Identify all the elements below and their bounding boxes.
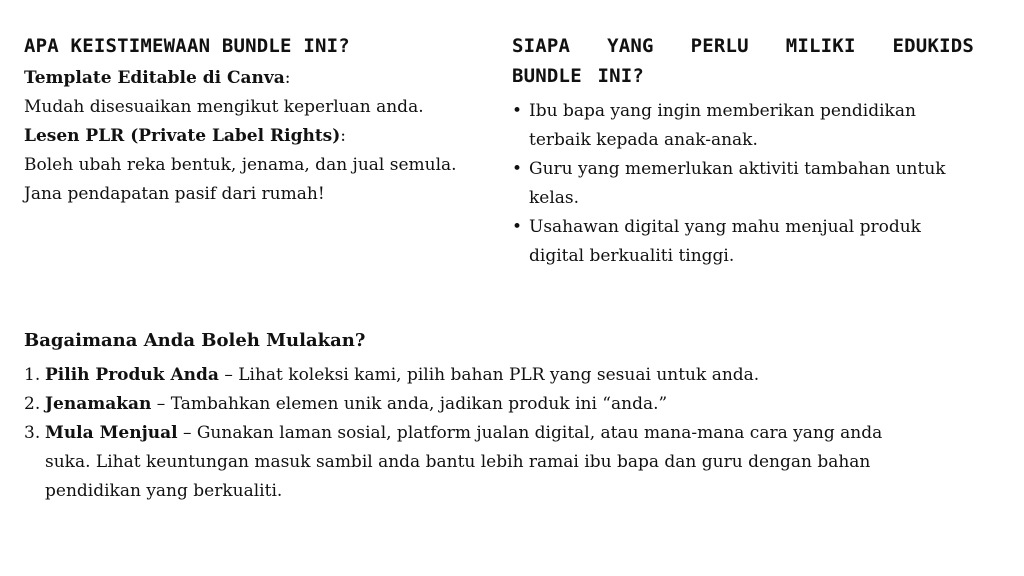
step-text: – Tambahkan elemen unik anda, jadikan produk ini “anda.” — [151, 394, 668, 414]
passive-income-tagline: Jana pendapatan pasif dari rumah! — [24, 184, 325, 204]
audience-heading: SIAPA YANG PERLU MILIKI EDUKIDS BUNDLE INI? — [512, 35, 974, 87]
step-number: 3. — [24, 423, 41, 443]
bullet-icon: • — [512, 101, 523, 121]
step-title: Pilih Produk Anda — [45, 365, 219, 385]
feature-plr-title: Lesen PLR (Private Label Rights) — [24, 126, 341, 146]
feature-canva: Template Editable di Canva: — [24, 68, 291, 88]
audience-section — [512, 31, 974, 271]
getting-started-section — [24, 326, 924, 506]
feature-plr-description: Boleh ubah reka bentuk, jenama, dan jual semula. — [24, 155, 457, 175]
steps-list — [24, 361, 924, 506]
audience-item — [512, 97, 974, 155]
step-item — [24, 419, 924, 506]
bullet-icon: • — [512, 217, 523, 237]
step-text: – Gunakan laman sosial, platform jualan digital, atau mana-mana cara yang anda suka. Lihat keuntungan masuk sambil anda bantu lebih ramai ibu bapa dan guru dengan bahan pendidikan yang berkualiti. — [45, 423, 883, 501]
audience-item — [512, 155, 974, 213]
feature-canva-description: Mudah disesuaikan mengikut keperluan anda. — [24, 97, 424, 117]
step-title: Jenamakan — [45, 394, 152, 414]
feature-canva-title: Template Editable di Canva — [24, 68, 285, 88]
step-number: 2. — [24, 394, 41, 414]
audience-item-text: Ibu bapa yang ingin memberikan pendidikan terbaik kepada anak-anak. — [529, 101, 916, 150]
audience-item-text: Guru yang memerlukan aktiviti tambahan untuk kelas. — [529, 159, 946, 208]
bullet-icon: • — [512, 159, 523, 179]
features-heading: APA KEISTIMEWAAN BUNDLE INI? — [24, 35, 350, 57]
getting-started-heading: Bagaimana Anda Boleh Mulakan? — [24, 330, 366, 351]
step-item — [24, 390, 924, 419]
step-title: Mula Menjual — [45, 423, 178, 443]
audience-list — [512, 97, 974, 271]
step-number: 1. — [24, 365, 41, 385]
feature-plr: Lesen PLR (Private Label Rights): — [24, 126, 347, 146]
audience-item-text: Usahawan digital yang mahu menjual produk digital berkualiti tinggi. — [529, 217, 921, 266]
features-section — [24, 31, 464, 209]
audience-item — [512, 213, 974, 271]
step-item — [24, 361, 924, 390]
step-text: – Lihat koleksi kami, pilih bahan PLR yang sesuai untuk anda. — [218, 365, 760, 385]
